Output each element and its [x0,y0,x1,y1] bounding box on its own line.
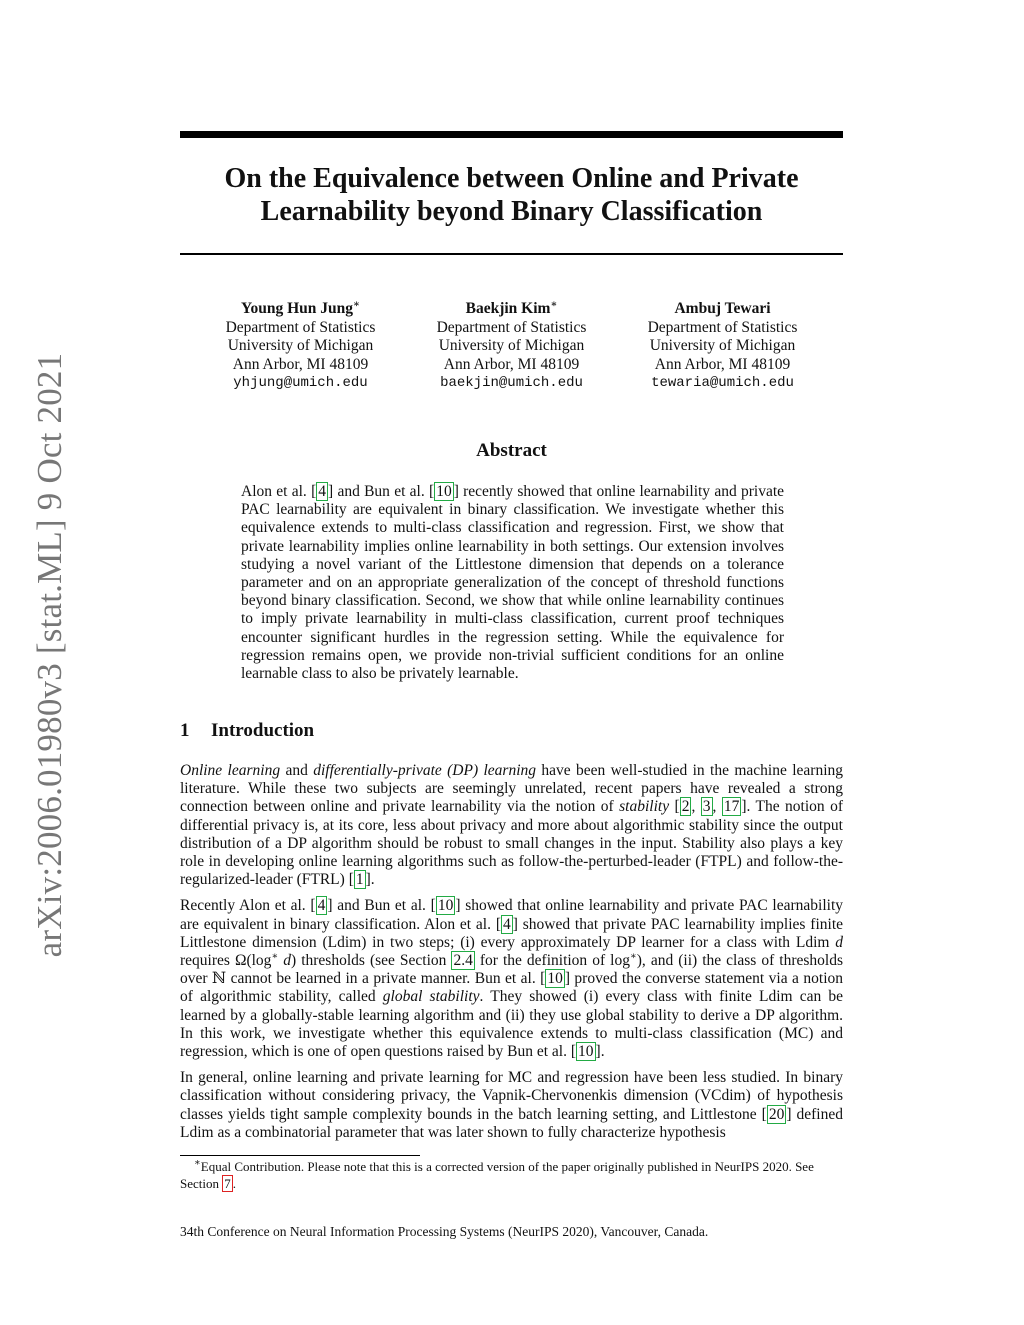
footnote-mark: ∗ [194,1157,201,1169]
footnote: ∗Equal Contribution. Please note that this is a corrected version of the paper originally published in NeurIPS 2020. See Section 7 . [180,1157,814,1191]
abstract-text: Alon et al. [ 4 ] and Bun et al. [ 10 ] recently showed that online learnability and private PAC learnability are equivalent in binary classification. We investigate whether this equivalence extends to multi-class classification and regression. First, we show that private learnability implies online learnability in both settings. Our extension involves studying a novel variant of the Littlestone dimension that depends on a tolerance parameter and on an appropriate generalization of the concept of threshold functions beyond binary classification. Second, we show that while online learnability continues to imply private learnability in multi-class classification, current proof techniques encounter significant hurdles in the regression setting. While the equivalence for regression remains open, we provide non-trivial sufficient conditions for an online learnable class to also be privately learnable. [241,483,785,683]
paragraph: In general, online learning and private learning for MC and regression have been less studied. In binary classification without considering privacy, the Vapnik-Chervonenkis dimension (VCdim) of hypothesis classes yields tight sample complexity bounds in the batch learning setting, and Littlestone [ 20 ] defined Ldim as a combinatorial parameter that was later shown to fully characterize hypothesis [180,1069,843,1141]
author-university: University of Michigan [438,337,585,354]
author-department: Department of Statistics [436,318,587,336]
citation-link[interactable]: 3 [702,798,711,816]
paragraph: Online learning and differentially-private (DP) learning have been well-studied in the machine learning literature. While these two subjects are seemingly unrelated, recent papers have revealed a strong connection between online and private learnability via the notion of stability [ 2 , 3 , 17 ]. The notion of differential privacy is, at its core, less about privacy and more about algorithmic stability since the output distribution of a DP algorithm should be robust to small changes in the input. Stability also plays a key role in developing online learning algorithms such as follow-the-perturbed-leader (FTPL) and follow-the-regularized-leader (FTRL) [ 1 ]. [180,762,843,889]
citation-link[interactable]: 10 [436,483,452,500]
author-name: Ambuj Tewari [674,300,771,317]
author-university: University of Michigan [227,337,374,354]
author-address: Ann Arbor, MI 48109 [654,355,791,373]
author-2 [406,300,617,393]
author-email[interactable]: tewaria@umich.edu [651,375,794,391]
title-line-2: Learnability beyond Binary Classification [260,196,763,227]
conference-footer: 34th Conference on Neural Information Processing Systems (NeurIPS 2020), Vancouver, Canada. [180,1224,709,1239]
section-heading [180,720,314,742]
citation-link[interactable]: 10 [437,897,454,915]
author-1 [195,300,406,393]
title-line-1: On the Equivalence between Online and Private [224,163,799,194]
citation-link[interactable]: 4 [318,483,326,500]
arxiv-sidebar [32,345,68,965]
citation-link[interactable]: 1 [355,871,364,889]
author-address: Ann Arbor, MI 48109 [232,355,369,373]
title-rule-top [180,131,843,138]
section-number: 1 [180,720,190,741]
section-link[interactable]: 7 [224,1175,231,1191]
equal-contribution-mark: ∗ [550,298,558,310]
author-department: Department of Statistics [225,318,376,336]
body-text [180,762,843,1150]
author-email[interactable]: baekjin@umich.edu [440,375,583,391]
citation-link[interactable]: 2 [681,798,690,816]
author-name: Baekjin Kim [465,300,551,317]
citation-link[interactable]: 10 [578,1043,594,1061]
paper-title [180,162,843,228]
citation-link[interactable]: 17 [723,798,740,816]
arxiv-identifier: arXiv:2006.01980v3 [stat.ML] 9 Oct 2021 [30,352,69,958]
paragraph: Recently Alon et al. [ 4 ] and Bun et al. [ 10 ] showed that online learnability and private PAC learnability are equivalent in binary classification. Alon et al. [ 4 ] showed that private PAC learnability implies finite Littlestone dimension (Ldim) in two steps; (i) every approximately DP learner for a class with Ldim d requires Ω(log∗ d) thresholds (see Section 2.4 for the definition of log∗), and (ii) the class of thresholds over ℕ cannot be learned in a private manner. Bun et al. [ 10 ] proved the converse statement via a notion of algorithmic stability, called global stability. They showed (i) every class with finite Ldim can be learned by a globally-stable learning algorithm and (ii) they use global stability to derive a DP algorithm. In this work, we investigate whether this equivalence extends to multi-class classification (MC) and regression, which is one of open questions raised by Bun et al. [ 10 ]. [180,897,844,1061]
equal-contribution-mark: ∗ [353,298,360,310]
section-title: Introduction [211,720,315,741]
author-block [195,300,828,393]
footnote-rule [180,1155,420,1156]
author-address: Ann Arbor, MI 48109 [443,355,580,373]
section-link[interactable]: 2.4 [453,952,473,970]
author-university: University of Michigan [649,337,796,354]
author-department: Department of Statistics [647,318,798,336]
author-email[interactable]: yhjung@umich.edu [233,375,368,391]
title-rule-bottom [180,253,843,255]
citation-link[interactable]: 4 [317,897,326,915]
author-3 [617,300,828,393]
citation-link[interactable]: 20 [768,1105,785,1123]
citation-link[interactable]: 4 [502,915,511,933]
citation-link[interactable]: 10 [547,970,563,988]
author-name: Young Hun Jung [241,300,354,317]
abstract-heading: Abstract [476,440,547,461]
